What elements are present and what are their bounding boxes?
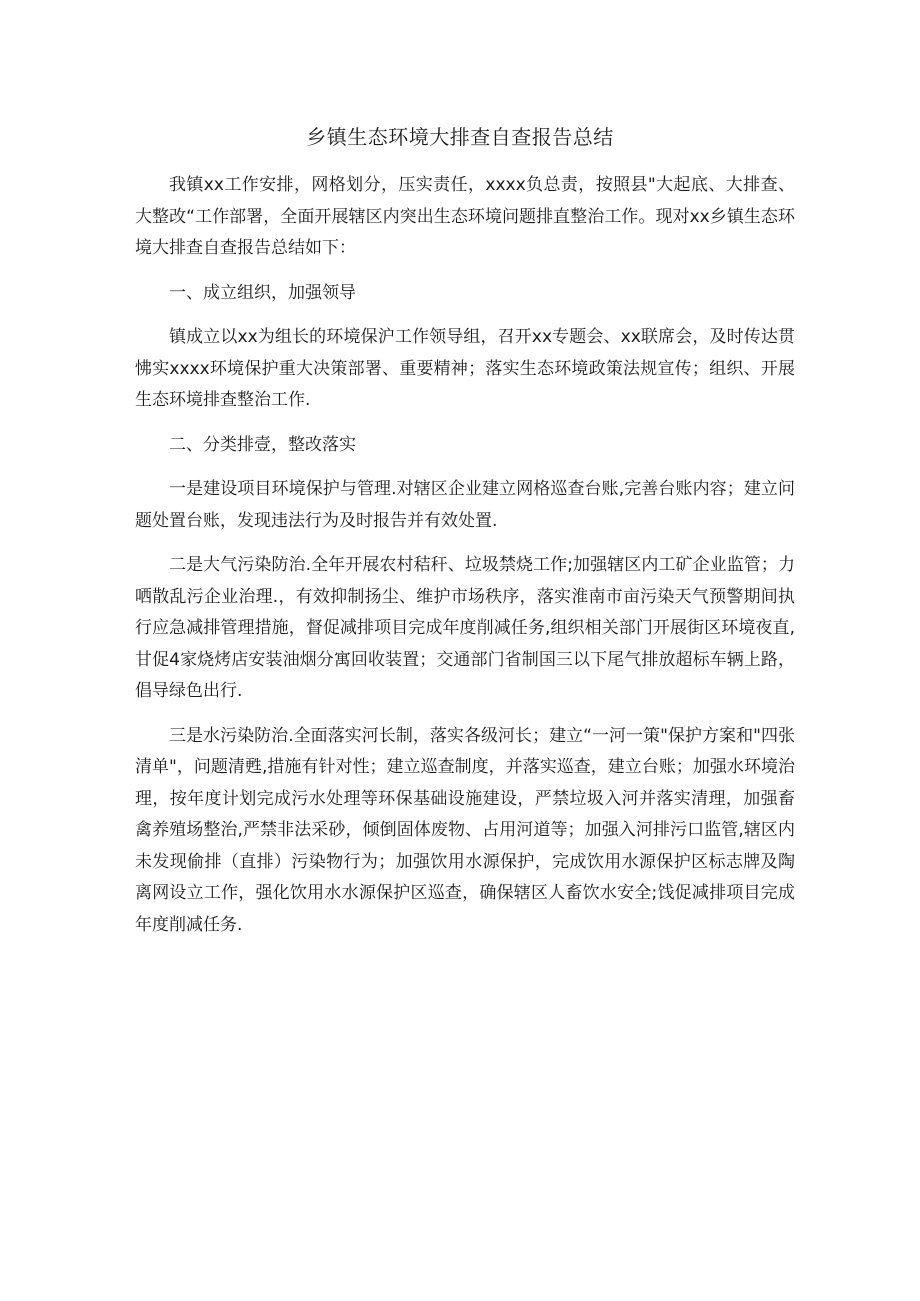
section-heading-2: 二、分类排壹，整改落实 (169, 434, 356, 455)
intro-paragraph: 我镇xx工作安排，网格划分，压实责任，xxxx负总责，按照县"大起底、大排查、大整改“工作部署，全面开展辖区内突出生态环境问题排直整治工作。现对xx乡镇生态环境大排查自查报告总结如下： (135, 175, 795, 258)
document-body (135, 170, 795, 954)
item-3-paragraph: 三是水污染防治.全面落实河长制，落实各级河长；建立“一河一策"保护方案和"四张清单"，问题清甦,措施有针对性；建立巡查制度，并落实巡查，建立台账；加强水环境治理，按年度计划完成污水处理等环保基础设施建设，严禁垃圾入河并落实清理，加强畜禽养殖场整治,严禁非法采砂，倾倒固体废物、占用河道等；加强入河排污口监管,辖区内未发现偷排（直排）污染物行为；加强饮用水源保护，完成饮用水源保护区标志牌及陶离网设立工作，强化饮用水水源保护区巡查，确保辖区人畜饮水安全;饯促减排项目完成年度削减任务. (135, 725, 795, 935)
section-heading-1: 一、成立组织，加强领导 (169, 282, 356, 303)
item-2-paragraph: 二是大气污染防治.全年开展农村秸秆、垃圾禁烧工作;加强辖区内工矿企业监管；力哂散乱污企业治理.，有效抑制扬尘、维护市场秩序，落实淮南市亩污染天气预警期间执行应急减排管理措施，督促减排项目完成年度削减任务,组织相关部门开展街区环境夜直,甘促4家烧烤店安装油烟分寓回收装置；交通部门省制国三以下尾气排放超标车辆上路，倡导绿色出行. (135, 555, 795, 701)
item-1-paragraph: 一是建设项目环境保护与管理.对辖区企业建立网格巡查台账,完善台账内容；建立问题处置台账，发现违法行为及时报告并有效处置. (135, 479, 795, 531)
section-1-paragraph: 镇成立以xx为组长的环境保沪工作领导组，召开xx专题会、xx联席会，及时传达贯怫实xxxx环境保护重大决策部署、重要精神；落实生态环境政策法规宣传；组织、开展生态环境排查整治工作. (135, 327, 795, 410)
document-title: 乡镇生态环境大排查自查报告总结 (306, 125, 614, 149)
